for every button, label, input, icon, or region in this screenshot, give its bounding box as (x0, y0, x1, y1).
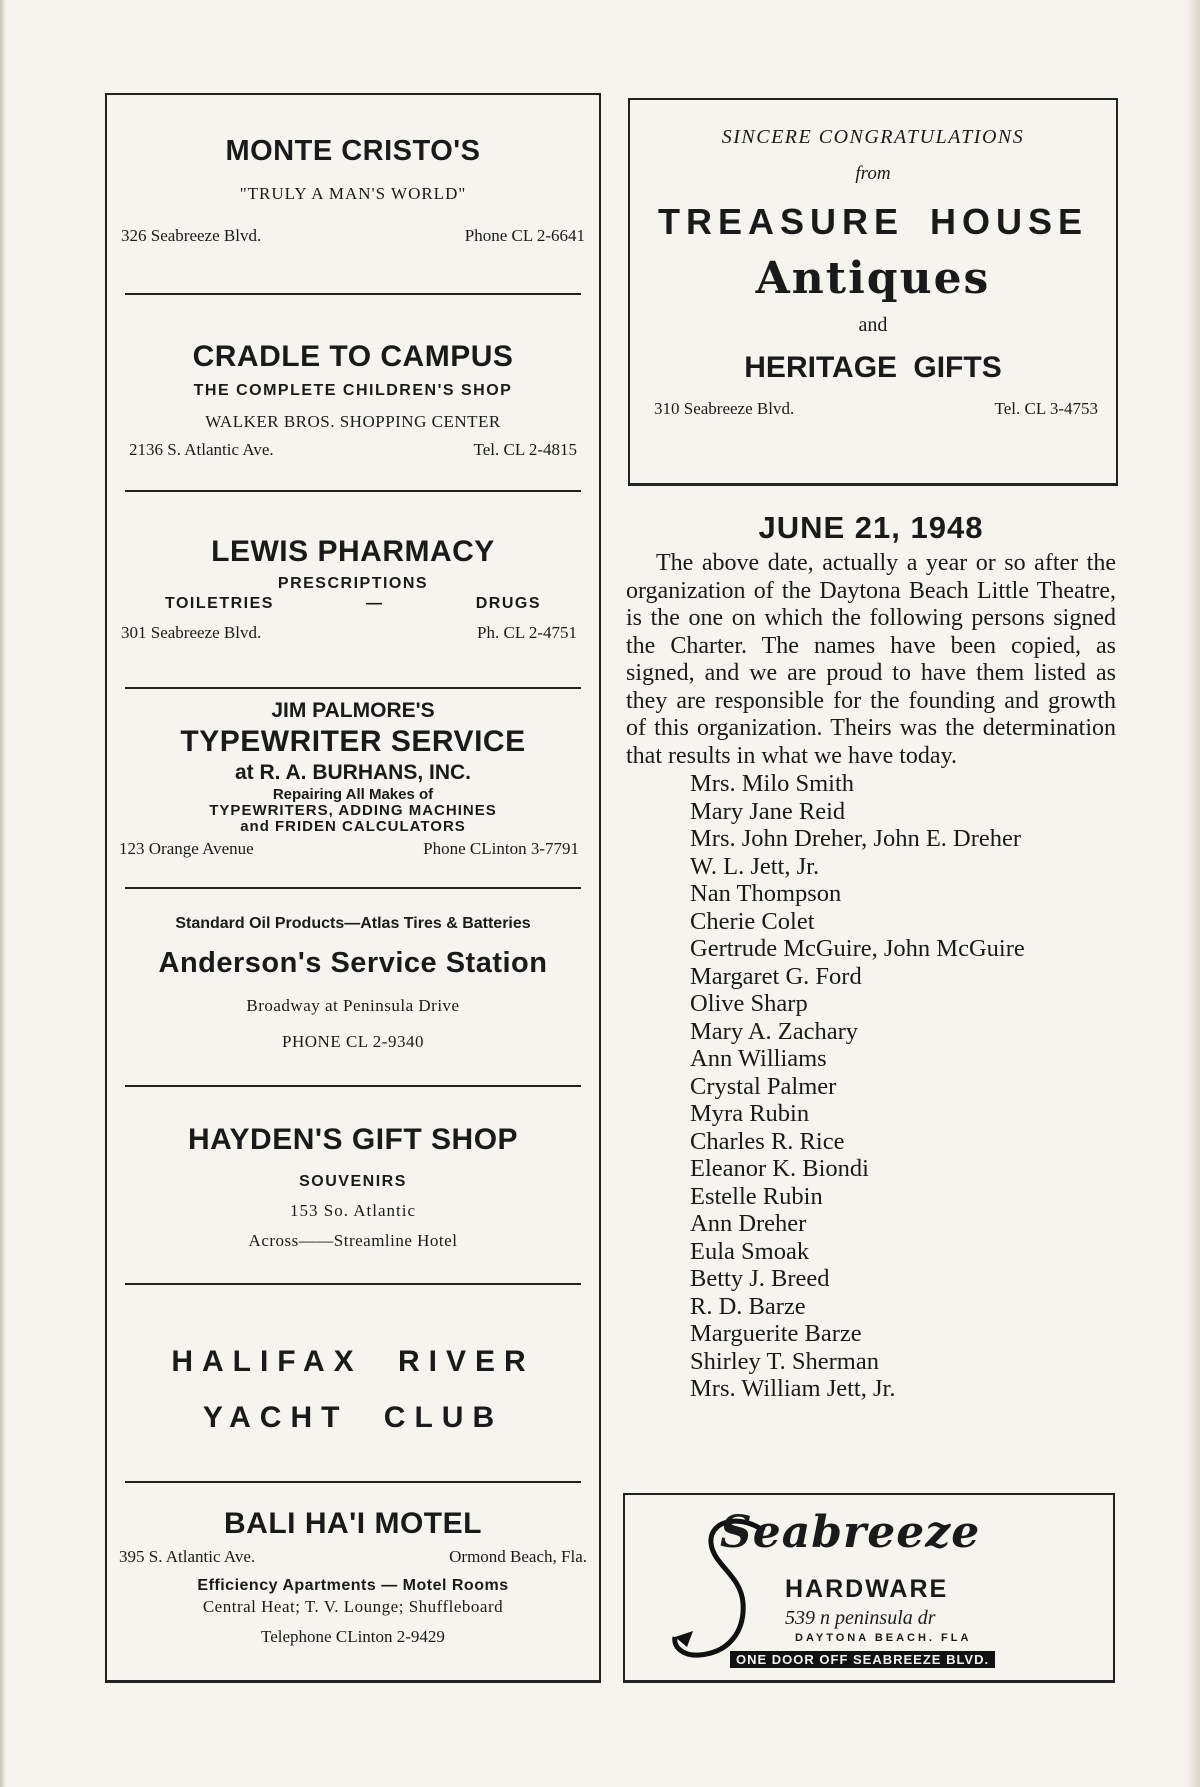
cradle-to-campus-subtitle: THE COMPLETE CHILDREN'S SHOP (193, 382, 513, 399)
bali-name: BALI HA'I MOTEL (224, 1507, 482, 1540)
hayden-gift-shop-ad (107, 1123, 599, 1251)
seabreeze-logo-text: Seabreeze (720, 1507, 981, 1558)
charter-signer: Myra Rubin (690, 1100, 810, 1127)
treasure-house-ad (628, 98, 1118, 484)
treasure-address: 310 Seabreeze Blvd. (654, 399, 795, 418)
hayden-souvenirs: SOUVENIRS (299, 1173, 407, 1190)
anderson-address: Broadway at Peninsula Drive (246, 996, 460, 1015)
bali-line2: Central Heat; T. V. Lounge; Shuffleboard (202, 1597, 504, 1616)
seabreeze-hardware-ad (623, 1493, 1115, 1683)
charter-signer: Mrs. John Dreher, John E. Dreher (690, 825, 1022, 852)
typewriter-line2: TYPEWRITERS, ADDING MACHINES (209, 802, 497, 819)
charter-signer: Eula Smoak (690, 1237, 810, 1265)
charter-signer: Olive Sharp (690, 990, 808, 1017)
bali-hai-motel-ad (107, 1507, 599, 1647)
charter-signer: Ann Dreher (690, 1210, 807, 1237)
charter-signer: Betty J. Breed (690, 1265, 830, 1292)
seabreeze-address: 539 n peninsula dr (785, 1607, 936, 1629)
cradle-to-campus-phone: Tel. CL 2-4815 (473, 440, 577, 459)
treasure-heritage-gifts: HERITAGE GIFTS (744, 351, 1002, 384)
charter-section (626, 510, 1116, 1403)
typewriter-service-name: TYPEWRITER SERVICE (180, 725, 526, 758)
divider (125, 1481, 581, 1483)
charter-signer: R. D. Barze (690, 1292, 806, 1320)
cradle-to-campus-ad (107, 340, 599, 460)
treasure-and: and (858, 314, 888, 336)
charter-signers-list (626, 770, 1116, 1403)
seabreeze-banner: ONE DOOR OFF SEABREEZE BLVD. (730, 1651, 995, 1668)
seabreeze-hardware-name: HARDWARE (785, 1575, 949, 1603)
divider (125, 687, 581, 689)
treasure-house-name: TREASURE HOUSE (657, 201, 1089, 242)
charter-signer: Estelle Rubin (690, 1182, 823, 1210)
hayden-address: 153 So. Atlantic (289, 1201, 417, 1220)
charter-signer: Mrs. Milo Smith (690, 770, 855, 797)
charter-signer: Marguerite Barze (690, 1320, 862, 1347)
typewriter-address: 123 Orange Avenue (119, 839, 254, 858)
divider (125, 293, 581, 295)
charter-signer: Shirley T. Sherman (690, 1347, 879, 1375)
charter-signer: Crystal Palmer (690, 1072, 837, 1100)
lewis-pharmacy-dash: — (366, 595, 384, 612)
typewriter-phone: Phone CLinton 3-7791 (423, 839, 579, 858)
monte-cristo-tagline: "TRULY A MAN'S WORLD" (239, 184, 467, 203)
hayden-name: HAYDEN'S GIFT SHOP (187, 1123, 519, 1156)
charter-signer: Charles R. Rice (690, 1127, 845, 1155)
charter-signer: Eleanor K. Biondi (690, 1155, 869, 1182)
charter-paragraph: The above date, actually a year or so after the organization of the Daytona Beach Little Theatre, is the one on which the following persons signed the Charter. The names have been copied, as signed, and we are proud to have them listed as they are responsible for the founding and growth of this organization. Theirs was the determination that results in what we have today. (626, 550, 1116, 769)
treasure-from: from (855, 163, 891, 184)
cradle-to-campus-address: 2136 S. Atlantic Ave. (129, 440, 274, 459)
hayden-across: Across——Streamline Hotel (248, 1231, 458, 1250)
anderson-service-station-ad (107, 915, 599, 1052)
typewriter-line3: and FRIDEN CALCULATORS (240, 818, 466, 835)
lewis-pharmacy-toiletries: TOILETRIES (165, 595, 274, 612)
lewis-pharmacy-ad (107, 535, 599, 643)
monte-cristo-ad (107, 135, 599, 246)
charter-signer: Ann Williams (690, 1045, 827, 1072)
lewis-pharmacy-name: LEWIS PHARMACY (211, 535, 495, 568)
charter-signer: Gertrude McGuire, John McGuire (690, 935, 1025, 962)
charter-signer: W. L. Jett, Jr. (690, 852, 820, 880)
typewriter-line1: Repairing All Makes of (272, 786, 434, 803)
bali-city: Ormond Beach, Fla. (449, 1547, 587, 1566)
typewriter-location: at R. A. BURHANS, INC. (234, 761, 472, 784)
bottom-rule (628, 483, 1118, 486)
charter-heading: JUNE 21, 1948 (758, 510, 984, 545)
page-edge (1186, 0, 1200, 1787)
divider (125, 1085, 581, 1087)
charter-signer: Mary Jane Reid (690, 797, 846, 825)
monte-cristo-name: MONTE CRISTO'S (225, 135, 481, 167)
treasure-antiques: Antiques (755, 253, 991, 304)
charter-signer: Mrs. William Jett, Jr. (690, 1375, 896, 1402)
divider (125, 490, 581, 492)
charter-signer: Margaret G. Ford (690, 962, 862, 990)
halifax-line1: HALIFAX RIVER (171, 1345, 535, 1378)
charter-signer: Cherie Colet (690, 907, 815, 935)
treasure-congratulations: SINCERE CONGRATULATIONS (721, 126, 1025, 148)
bali-line1: Efficiency Apartments — Motel Rooms (197, 1577, 509, 1594)
bottom-rule (105, 1680, 601, 1683)
lewis-pharmacy-drugs: DRUGS (475, 595, 541, 612)
typewriter-service-ad (107, 699, 599, 859)
left-ad-column (105, 93, 601, 1681)
charter-signer: Nan Thompson (690, 880, 842, 907)
page-edge (0, 0, 6, 1787)
anderson-top-line: Standard Oil Products—Atlas Tires & Batteries (175, 915, 531, 932)
lewis-pharmacy-phone: Ph. CL 2-4751 (477, 623, 577, 642)
halifax-river-yacht-club-ad (107, 1345, 599, 1435)
monte-cristo-address: 326 Seabreeze Blvd. (121, 226, 262, 245)
cradle-to-campus-location: WALKER BROS. SHOPPING CENTER (205, 412, 501, 431)
typewriter-owner: JIM PALMORE'S (271, 699, 435, 722)
halifax-line2: YACHT CLUB (202, 1401, 504, 1434)
anderson-phone: PHONE CL 2-9340 (282, 1032, 424, 1051)
anderson-name: Anderson's Service Station (158, 947, 548, 979)
monte-cristo-phone: Phone CL 2-6641 (464, 226, 585, 245)
bali-address: 395 S. Atlantic Ave. (119, 1547, 256, 1566)
charter-signer: Mary A. Zachary (690, 1017, 859, 1045)
lewis-pharmacy-prescriptions: PRESCRIPTIONS (277, 575, 429, 592)
lewis-pharmacy-address: 301 Seabreeze Blvd. (121, 623, 262, 642)
divider (125, 1283, 581, 1285)
treasure-phone: Tel. CL 3-4753 (994, 399, 1098, 418)
divider (125, 887, 581, 889)
seabreeze-city: DAYTONA BEACH. FLA (795, 1632, 972, 1644)
cradle-to-campus-name: CRADLE TO CAMPUS (192, 340, 514, 373)
bali-phone: Telephone CLinton 2-9429 (261, 1627, 445, 1646)
